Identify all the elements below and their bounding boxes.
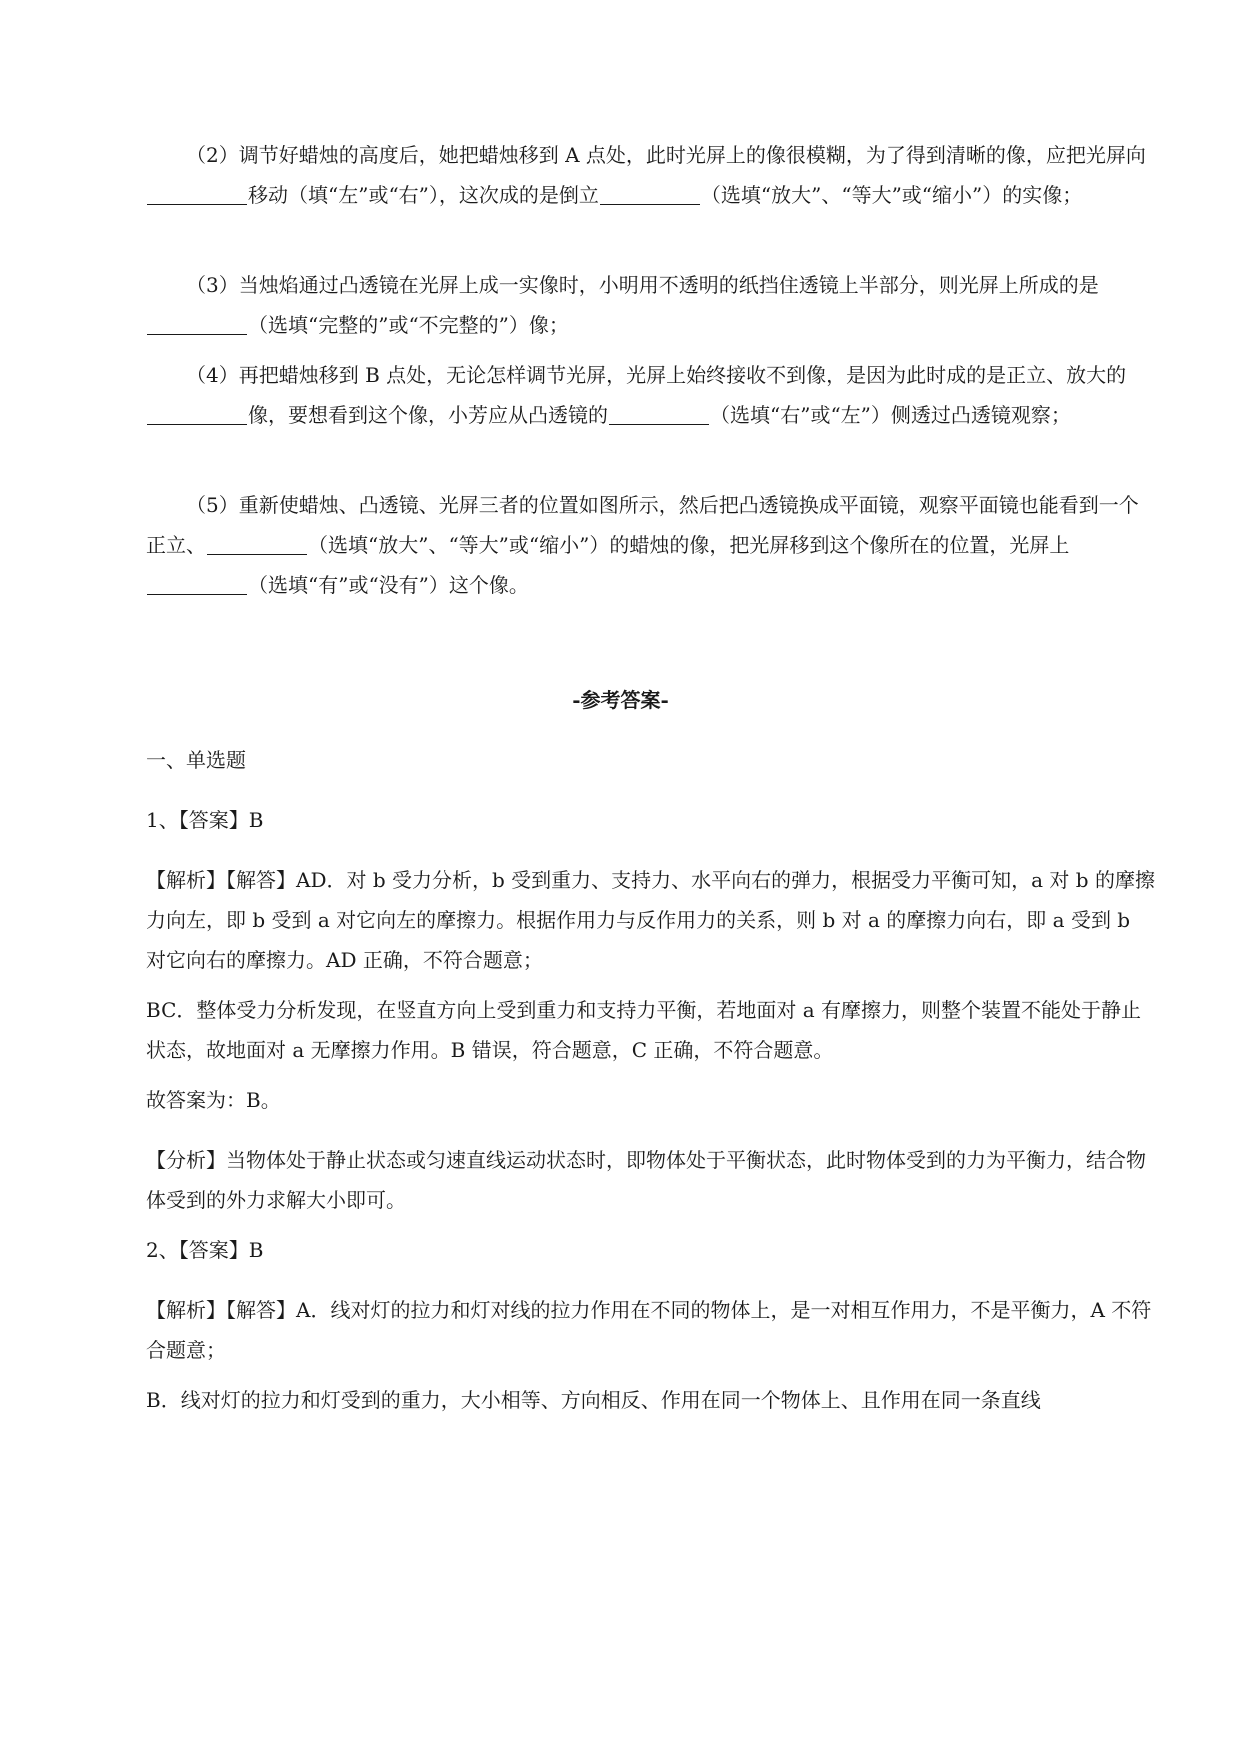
- question-3-text-b: （选填“完整的”或“不完整的”）像；: [248, 313, 569, 337]
- answer-blank: [147, 182, 247, 205]
- question-4-text-a: （4）再把蜡烛移到 B 点处，无论怎样调节光屏，光屏上始终接收不到像，是因为此时成的是正立、放大的: [186, 363, 1127, 387]
- question-4-text-c: （选填“右”或“左”）侧透过凸透镜观察；: [710, 403, 1071, 427]
- answer-blank: [600, 182, 700, 205]
- question-5: [146, 485, 1156, 605]
- answer-1-summary: 【分析】当物体处于静止状态或匀速直线运动状态时，即物体处于平衡状态，此时物体受到的力为平衡力，结合物体受到的外力求解大小即可。: [146, 1148, 1146, 1212]
- answer-1-label: 1、【答案】B: [146, 808, 264, 832]
- question-4: [146, 355, 1156, 435]
- question-2: [146, 135, 1156, 215]
- answer-1-conclusion: 故答案为：B。: [146, 1088, 281, 1112]
- question-5-text-b: （选填“放大”、“等大”或“缩小”）的蜡烛的像，把光屏移到这个像所在的位置，光屏上: [308, 533, 1070, 557]
- answer-blank: [147, 402, 247, 425]
- question-5-text-a: （5）重新使蜡烛、凸透镜、光屏三者的位置如图所示，然后把凸透镜换成平面镜，观察平面镜也能看到一个正立、: [146, 493, 1139, 557]
- answer-1-analysis-ad: 【解析】【解答】AD．对 b 受力分析，b 受到重力、支持力、水平向右的弹力，根据受力平衡可知，a 对 b 的摩擦力向左，即 b 受到 a 对它向左的摩擦力。根据作用力与反作用力的关系，则 b 对 a 的摩擦力向右，即 a 受到 b 对它向右的摩擦力。AD 正确，不符合题意；: [146, 868, 1155, 972]
- question-5-text-c: （选填“有”或“没有”）这个像。: [248, 573, 529, 597]
- question-2-text-b: 移动（填“左”或“右”），这次成的是倒立: [248, 183, 599, 207]
- answer-heading: -参考答案-: [572, 688, 669, 712]
- answer-2-analysis-a: 【解析】【解答】A．线对灯的拉力和灯对线的拉力作用在不同的物体上，是一对相互作用力，不是平衡力，A 不符合题意；: [146, 1298, 1152, 1362]
- answer-blank: [609, 402, 709, 425]
- answer-2-label: 2、【答案】B: [146, 1238, 264, 1262]
- question-2-text-a: （2）调节好蜡烛的高度后，她把蜡烛移到 A 点处，此时光屏上的像很模糊，为了得到清晰的像，应把光屏向: [186, 143, 1146, 167]
- question-3: [146, 265, 1156, 345]
- section-title: 一、单选题: [146, 748, 246, 772]
- question-3-text-a: （3）当烛焰通过凸透镜在光屏上成一实像时，小明用不透明的纸挡住透镜上半部分，则光屏上所成的是: [186, 273, 1099, 297]
- answer-1-analysis-bc: BC．整体受力分析发现，在竖直方向上受到重力和支持力平衡，若地面对 a 有摩擦力，则整个装置不能处于静止状态，故地面对 a 无摩擦力作用。B 错误，符合题意，C 正确，不符合题意。: [146, 998, 1142, 1062]
- answer-blank: [207, 532, 307, 555]
- question-2-text-c: （选填“放大”、“等大”或“缩小”）的实像；: [700, 183, 1083, 207]
- answer-blank: [147, 312, 247, 335]
- answer-2-analysis-b: B．线对灯的拉力和灯受到的重力，大小相等、方向相反、作用在同一个物体上、且作用在同一条直线: [146, 1388, 1041, 1412]
- answer-blank: [147, 572, 247, 595]
- question-4-text-b: 像，要想看到这个像，小芳应从凸透镜的: [248, 403, 608, 427]
